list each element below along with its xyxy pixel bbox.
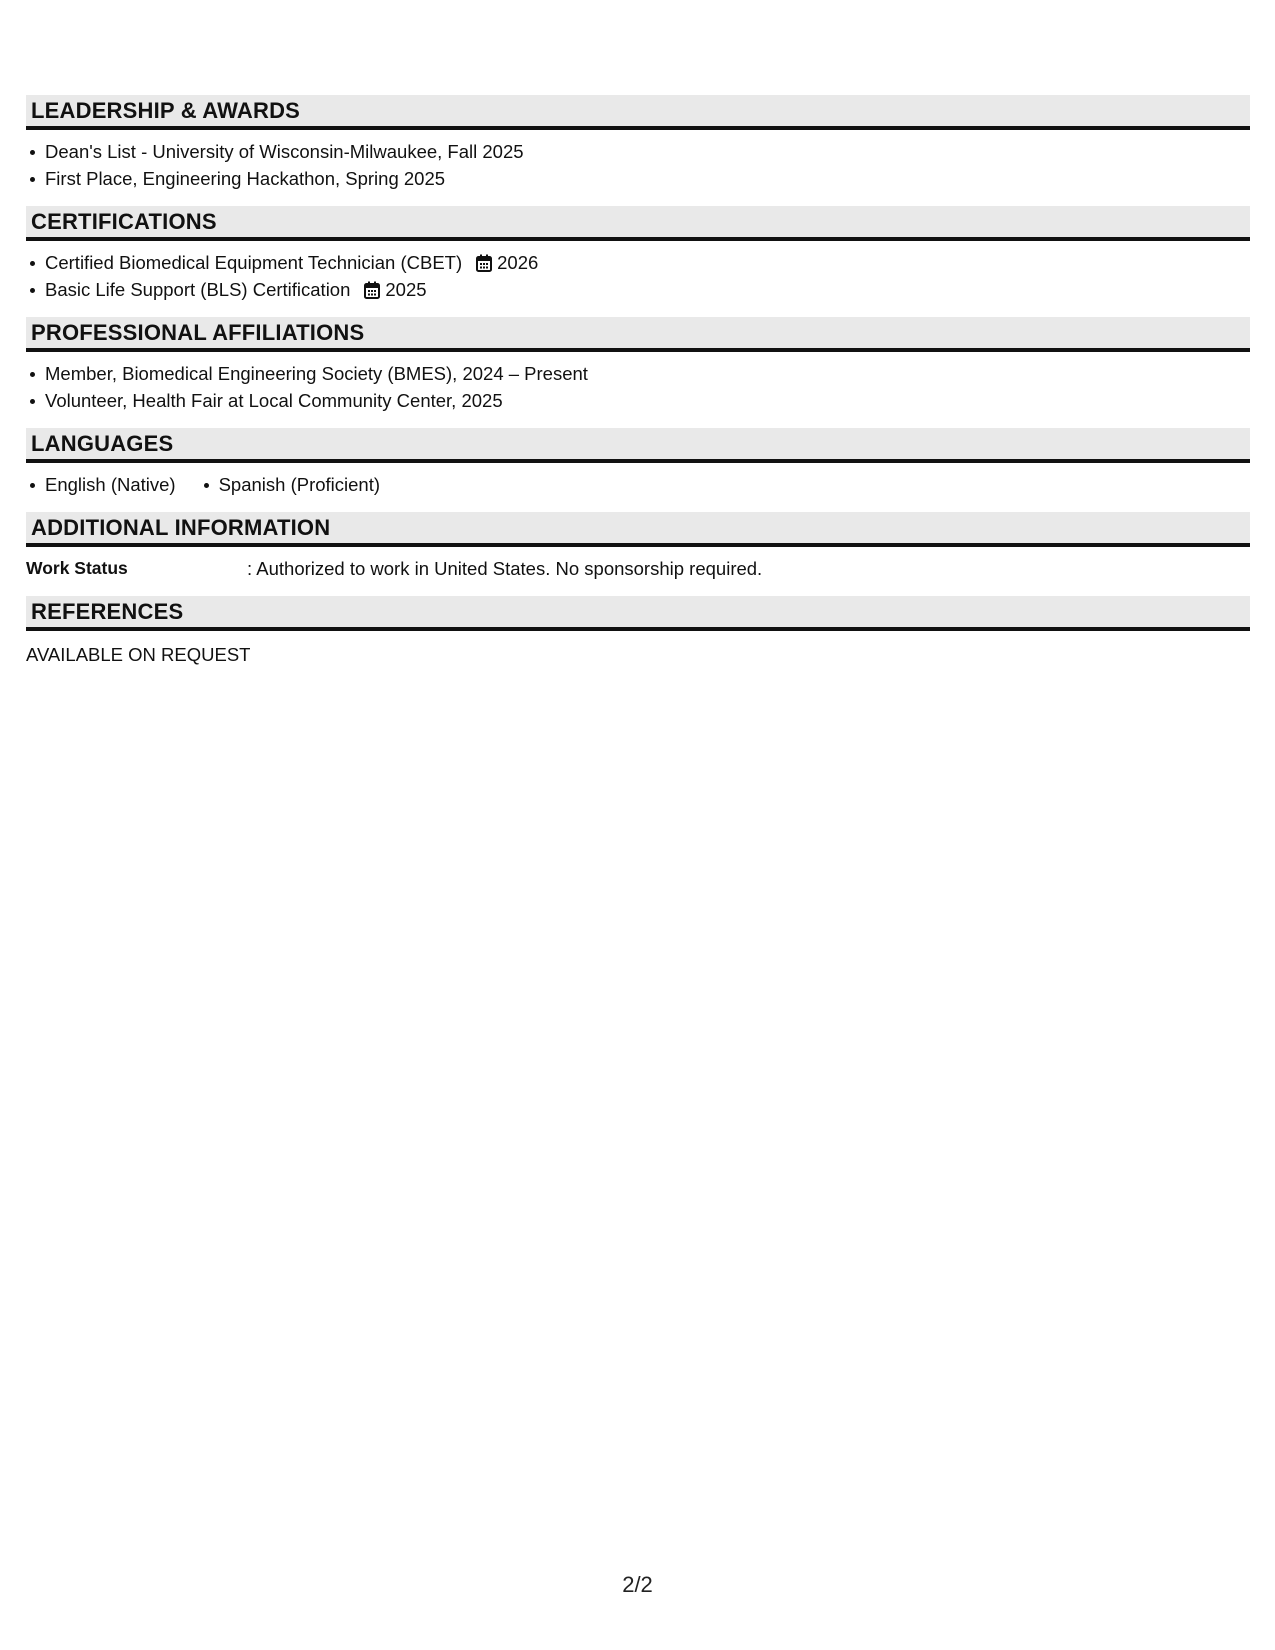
list-item: Member, Biomedical Engineering Society (BMES), 2024 – Present	[26, 360, 1250, 387]
work-status-label: Work Status	[26, 558, 128, 578]
affiliations-list	[26, 360, 1250, 414]
section-header	[26, 596, 1250, 631]
leadership-awards-section	[26, 95, 1250, 192]
list-item: Volunteer, Health Fair at Local Community Center, 2025	[26, 387, 1250, 414]
section-header	[26, 512, 1250, 547]
work-status-value: : Authorized to work in United States. No sponsorship required.	[247, 558, 763, 579]
languages-section	[26, 428, 1250, 498]
section-title: CERTIFICATIONS	[31, 208, 217, 234]
section-header	[26, 95, 1250, 130]
additional-information-section	[26, 512, 1250, 582]
section-header	[26, 317, 1250, 352]
certifications-list	[26, 249, 1250, 303]
certification-year: 2025	[385, 279, 427, 300]
page-number: 2/2	[622, 1572, 653, 1597]
language-item: Spanish (Proficient)	[200, 471, 380, 498]
professional-affiliations-section	[26, 317, 1250, 414]
section-header	[26, 428, 1250, 463]
leadership-list	[26, 138, 1250, 192]
certification-year: 2026	[497, 252, 539, 273]
section-title: LEADERSHIP & AWARDS	[31, 97, 301, 123]
language-item: English (Native)	[26, 471, 176, 498]
section-title: ADDITIONAL INFORMATION	[31, 514, 331, 540]
section-title: LANGUAGES	[31, 430, 174, 456]
calendar-icon	[476, 254, 492, 272]
work-status-row	[26, 555, 1250, 582]
list-item	[26, 276, 1250, 303]
references-text: AVAILABLE ON REQUEST	[26, 644, 251, 665]
certification-name: Basic Life Support (BLS) Certification	[45, 279, 351, 300]
list-item: First Place, Engineering Hackathon, Spring 2025	[26, 165, 1250, 192]
section-title: PROFESSIONAL AFFILIATIONS	[31, 319, 365, 345]
references-section	[26, 596, 1250, 668]
calendar-icon	[364, 281, 380, 299]
section-title: REFERENCES	[31, 598, 184, 624]
certification-name: Certified Biomedical Equipment Technician (CBET)	[45, 252, 463, 273]
list-item	[26, 249, 1250, 276]
list-item: Dean's List - University of Wisconsin-Milwaukee, Fall 2025	[26, 138, 1250, 165]
certifications-section	[26, 206, 1250, 303]
section-header	[26, 206, 1250, 241]
languages-list	[26, 471, 1250, 498]
resume-page	[26, 95, 1250, 682]
